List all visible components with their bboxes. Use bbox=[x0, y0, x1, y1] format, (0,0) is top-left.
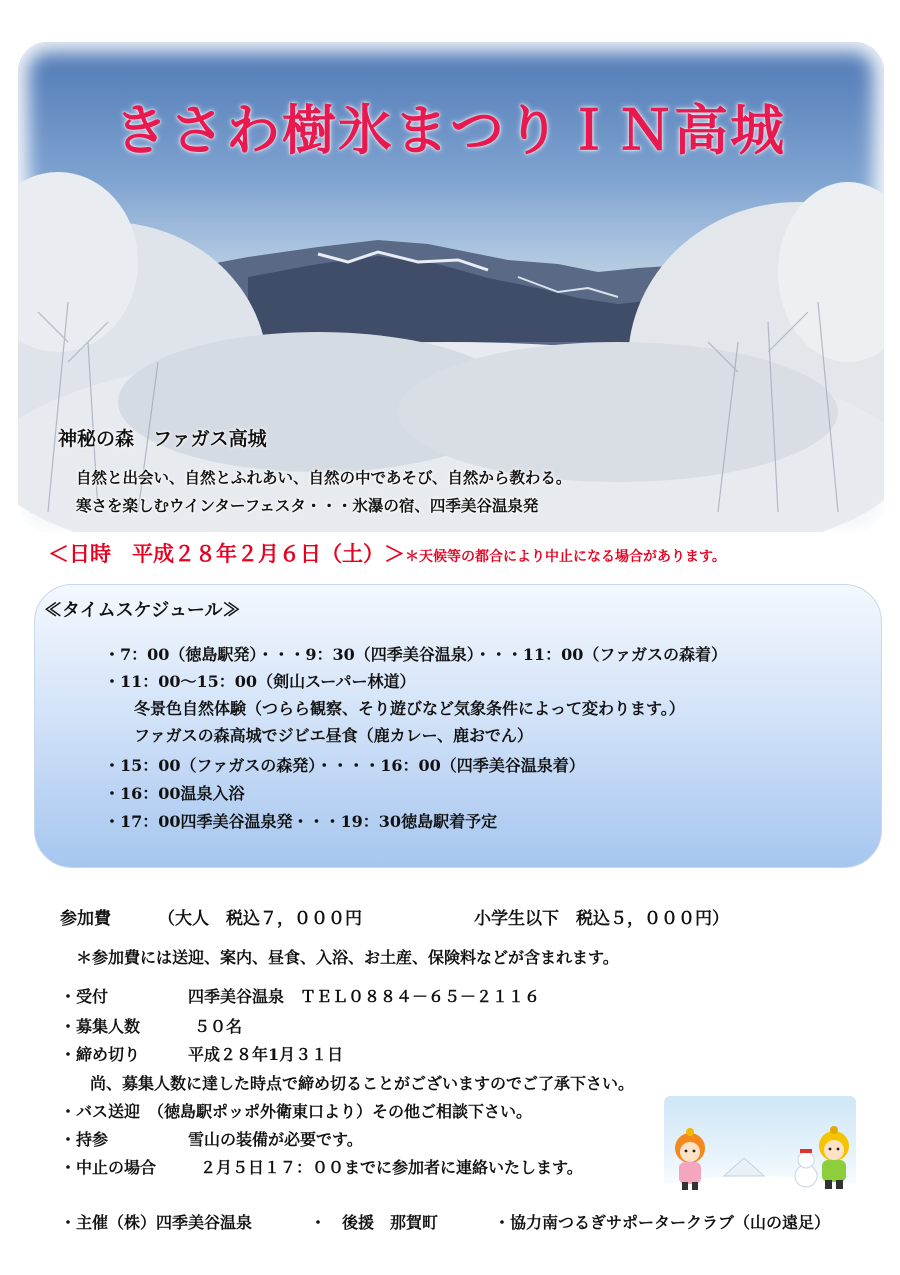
schedule-item: ・16：00温泉入浴 bbox=[104, 784, 245, 803]
cancel-label: ・中止の場合 bbox=[60, 1158, 157, 1177]
fee-label: 参加費 bbox=[60, 909, 111, 929]
bring-value: 雪山の装備が必要です。 bbox=[188, 1130, 363, 1149]
bus-info: ・バス送迎 （徳島駅ポッポ外衛東口より）その他ご相談下さい。 bbox=[60, 1102, 533, 1121]
capacity-label: ・募集人数 bbox=[60, 1017, 141, 1036]
schedule-item: 冬景色自然体験（つらら観察、そり遊びなど気象条件によって変わります。） bbox=[134, 699, 685, 718]
footer-support: ・ 後援 那賀町 bbox=[310, 1213, 439, 1232]
event-title: きさわ樹氷まつりＩＮ高城 bbox=[114, 98, 786, 162]
fee-child: 小学生以下 税込５，０００円） bbox=[474, 909, 729, 929]
event-date: ＜日時 平成２８年２月６日（土）＞ bbox=[48, 541, 405, 566]
reception-value: 四季美谷温泉 ＴＥＬ０８８４－６５－２１１６ bbox=[188, 987, 541, 1006]
schedule-item: ・7：00（徳島駅発）・・・9：30（四季美谷温泉）・・・11：00（ファガスの森着） bbox=[104, 645, 728, 664]
schedule-item: ・15：00（ファガスの森発）・・・・16：00（四季美谷温泉着） bbox=[104, 756, 585, 775]
cancel-value: ２月５日１７：００までに参加者に連絡いたします。 bbox=[200, 1158, 583, 1177]
fee-note: ＊参加費には送迎、案内、昼食、入浴、お土産、保険料などが含まれます。 bbox=[76, 948, 619, 967]
schedule-item: ・11：00～15：00（剣山スーパー林道） bbox=[104, 672, 416, 691]
kids-snowman-icon bbox=[664, 1096, 856, 1196]
hero-description-line-2: 寒さを楽しむウインターフェスタ・・・氷瀑の宿、四季美谷温泉発 bbox=[76, 496, 539, 515]
weather-note: ＊天候等の都合により中止になる場合があります。 bbox=[405, 549, 726, 565]
hero-subtitle: 神秘の森 ファガス高城 bbox=[58, 428, 267, 450]
reception-label: ・受付 bbox=[60, 987, 109, 1006]
capacity-value: ５０名 bbox=[194, 1017, 243, 1036]
kids-snow-illustration bbox=[664, 1096, 856, 1196]
schedule-item: ・17：00四季美谷温泉発・・・19：30徳島駅着予定 bbox=[104, 812, 498, 831]
hero-description-line-1: 自然と出会い、自然とふれあい、自然の中であそび、自然から教わる。 bbox=[76, 468, 572, 487]
deadline-note: 尚、募集人数に達した時点で締め切ることがございますのでご了承下さい。 bbox=[90, 1074, 635, 1093]
footer-host: ・主催（株）四季美谷温泉 bbox=[60, 1213, 253, 1232]
deadline-value: 平成２８年1月３１日 bbox=[188, 1045, 344, 1064]
bring-label: ・持参 bbox=[60, 1130, 109, 1149]
fee-adult: （大人 税込７，０００円 bbox=[158, 909, 362, 929]
schedule-item: ファガスの森高城でジビエ昼食（鹿カレー、鹿おでん） bbox=[134, 726, 533, 745]
deadline-label: ・締め切り bbox=[60, 1045, 141, 1064]
footer-cooperation: ・協力南つるぎサポータークラブ（山の遠足） bbox=[494, 1213, 831, 1232]
schedule-title: ≪タイムスケジュール≫ bbox=[44, 600, 241, 621]
event-date-line bbox=[48, 538, 726, 568]
